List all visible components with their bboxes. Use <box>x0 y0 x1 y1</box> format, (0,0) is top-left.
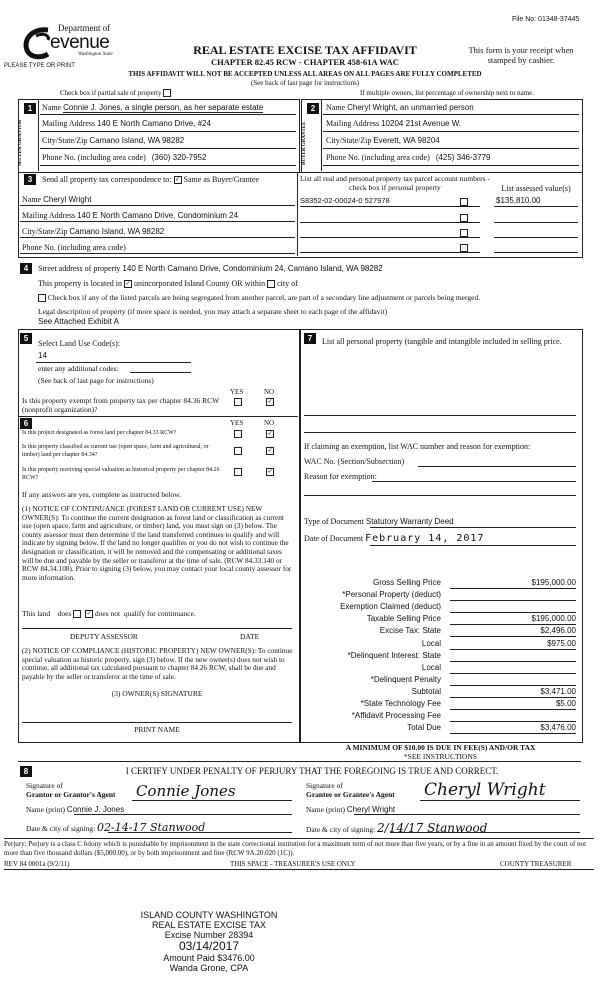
reason-label: Reason for exemption: <box>304 472 377 481</box>
chapter: CHAPTER 82.45 RCW - CHAPTER 458-61A WAC <box>211 57 399 67</box>
grantee-name-row: Name (print) Cheryl Wright <box>306 805 396 814</box>
located-row: This property is located in ✓ unincorporated Island County OR within city of <box>38 279 298 288</box>
grantor-signature-label: Signature of Grantor or Grantor's Agent <box>26 781 116 799</box>
buyer-side-label: BUYER GRANTEE <box>302 121 307 165</box>
fee-label: Local <box>421 638 441 648</box>
fee-value[interactable] <box>450 590 576 601</box>
sec6-no: NO <box>264 419 275 427</box>
certify-statement: I CERTIFY UNDER PENALTY OF PERJURY THAT THE FOREGOING IS TRUE AND CORRECT. <box>125 766 499 776</box>
section-1-number: 1 <box>24 103 36 114</box>
legal-description[interactable]: See Attached Exhibit A <box>38 317 119 326</box>
logo-revenue: evenue <box>50 32 110 53</box>
sec3-address-row: Mailing Address 140 E North Camano Drive, Condominium 24 <box>22 211 239 220</box>
grantor-date-row: Date & city of signing: 02-14-17 Stanwood <box>26 821 206 834</box>
exemption-claim-label: If claiming an exemption, list WAC number and reason for exemption: <box>304 442 531 451</box>
section-3-number: 3 <box>24 174 36 185</box>
wac-label: WAC No. (Section/Subsection) <box>304 457 405 466</box>
fee-label: Taxable Selling Price <box>366 614 441 624</box>
grantor-name[interactable]: Connie J. Jones <box>66 805 125 814</box>
logo-state: Washington State <box>78 52 113 57</box>
fee-label: *Personal Property (deduct) <box>342 590 441 600</box>
grantee-name[interactable]: Cheryl Wright <box>346 805 396 814</box>
segregated-row: Check box if any of the listed parcels are being segregated from another parcel, are part of a secondary line adjustment or parcels being merged. <box>38 293 588 302</box>
deputy-assessor-label: DEPUTY ASSESSOR <box>70 632 138 641</box>
seller-address-row: Mailing Address 140 E North Camano Drive, #24 <box>42 119 211 128</box>
historical-question: Is this property receiving special valuation as historical property per chapter 84.26 RCW? <box>22 467 220 481</box>
grantor-name-row: Name (print) Connie J. Jones <box>26 805 125 814</box>
fee-value[interactable]: $5.00 <box>450 699 576 710</box>
sec3-city[interactable]: Camano Island, WA 98282 <box>69 227 165 236</box>
fee-label: Local <box>421 662 441 672</box>
fee-value[interactable]: $3,476.00 <box>450 723 576 734</box>
exempt-yes-checkbox[interactable] <box>234 398 242 406</box>
section-7-number: 7 <box>304 333 316 344</box>
personal-property-checkbox-1[interactable] <box>460 198 468 206</box>
assessed-value[interactable]: $135,810.00 <box>496 196 541 205</box>
minimum-fee-note: A MINIMUM OF $10.00 IS DUE IN FEE(S) AND/OR TAX <box>345 743 536 752</box>
fee-label: *Delinquent Penalty <box>370 674 441 684</box>
grantee-signature[interactable]: Cheryl Wright <box>424 780 546 800</box>
personal-property-checkbox-4[interactable] <box>460 244 468 252</box>
grantee-signature-label: Signature of Grantee or Grantee's Agent <box>306 781 395 799</box>
date-label: DATE <box>240 632 260 641</box>
section-5-number: 5 <box>20 333 32 344</box>
fee-row <box>300 699 581 711</box>
stamp-signer: Wanda Grone, CPA <box>169 963 249 973</box>
treasurer-use-note: THIS SPACE - TREASURER'S USE ONLY <box>230 860 356 868</box>
section-6-number: 6 <box>20 418 32 429</box>
dor-logo <box>22 20 132 62</box>
page-title: REAL ESTATE EXCISE TAX AFFIDAVIT <box>193 43 417 57</box>
fee-value[interactable]: $3,471.00 <box>450 687 576 698</box>
unincorporated-checkbox[interactable]: ✓ <box>125 281 131 288</box>
fee-row <box>300 663 581 675</box>
revenue-swoosh-icon <box>22 26 52 60</box>
segregated-checkbox[interactable] <box>38 294 46 302</box>
land-use-code[interactable]: 14 <box>38 351 47 360</box>
fee-label: *Delinquent Interest: State <box>347 650 441 660</box>
fee-row <box>300 602 581 614</box>
street-address[interactable]: 140 E North Camano Drive, Condominium 24, Camano Island, WA 98282 <box>122 264 383 273</box>
partial-sale-label: Check box if partial sale of property <box>60 89 171 97</box>
forest-no-checkbox[interactable]: ✓ <box>267 431 273 437</box>
fee-value[interactable]: $2,496.00 <box>450 626 576 637</box>
sec5-see-back: (See back of last page for instructions) <box>38 376 154 385</box>
doc-type-row: Type of Document Statutory Warranty Deed <box>304 517 454 526</box>
buyer-address-row: Mailing Address 10204 21st Avenue W. <box>326 119 462 128</box>
fee-value[interactable] <box>450 663 576 674</box>
fee-row <box>300 711 581 723</box>
section-4-number: 4 <box>20 263 32 274</box>
stamp-date: 03/14/2017 <box>178 939 240 953</box>
grantor-date[interactable]: 02-14-17 Stanwood <box>97 821 206 834</box>
additional-codes-label: enter any additional codes: <box>38 364 119 373</box>
fee-label: Excise Tax: State <box>379 626 441 636</box>
buyer-address[interactable]: 10204 21st Avenue W. <box>381 119 462 128</box>
sec3-name[interactable]: Cheryl Wright <box>43 195 92 204</box>
notice-of-compliance: (2) NOTICE OF COMPLIANCE (HISTORIC PROPERTY) NEW OWNER(S): To continue special valuation as historic property, sign (3) below. If the new owner(s) does not wish to continue, all additional tax calculated pursuant to chapter 84.26 RCW, shall be due and payable by the seller or transferor at the time of sale. <box>22 646 293 681</box>
fee-label: Total Due <box>407 723 441 733</box>
historical-yes-checkbox[interactable] <box>234 468 242 476</box>
buyer-city-row: City/State/Zip Everett, WA 98204 <box>326 136 440 145</box>
forest-yes-checkbox[interactable] <box>234 430 242 438</box>
logo-dept: Department of <box>58 23 111 33</box>
warning: THIS AFFIDAVIT WILL NOT BE ACCEPTED UNLESS ALL AREAS ON ALL PAGES ARE FULLY COMPLETED <box>128 70 482 78</box>
seller-address[interactable]: 140 E North Camano Drive, #24 <box>97 119 211 128</box>
buyer-city[interactable]: Everett, WA 98204 <box>373 136 440 145</box>
see-back: (See back of last page for instructions) <box>250 79 360 87</box>
city-of-checkbox[interactable] <box>267 280 275 288</box>
sec6-yes: YES <box>230 419 244 427</box>
seller-name-row: Name Connie J. Jones, a single person, as her separate estate <box>42 103 264 112</box>
seller-phone[interactable]: (360) 320-7952 <box>151 153 207 162</box>
assessed-label: List assessed value(s) <box>501 184 571 193</box>
seller-phone-row: Phone No. (including area code) (360) 320-7952 <box>42 153 207 162</box>
street-address-row: Street address of property 140 E North Camano Drive, Condominium 24, Camano Island, WA 98282 <box>38 264 383 273</box>
fee-row <box>300 626 581 638</box>
exempt-no-checkbox[interactable]: ✓ <box>267 399 273 405</box>
fee-row <box>300 687 581 699</box>
form-revision: REV 84 0001a (9/2/11) <box>4 860 70 868</box>
forest-land-question: Is this project designated as forest land per chapter 84.33 RCW? <box>22 430 177 436</box>
current-use-yes-checkbox[interactable] <box>234 447 242 455</box>
section-2-number: 2 <box>307 103 319 114</box>
exempt-question: Is this property exempt from property tax per chapter 84.36 RCW (nonprofit organization)? <box>22 396 220 414</box>
parcel-number[interactable]: S8352-02-00024-0 527978 <box>300 196 390 205</box>
fee-value[interactable] <box>450 651 576 662</box>
multiple-owners-note: If multiple owners, list percentage of ownership next to name. <box>360 89 534 97</box>
stamp-amount: Amount Paid $3476.00 <box>163 953 255 963</box>
owner-signature-label: (3) OWNER(S) SIGNATURE <box>111 689 203 698</box>
fee-row <box>300 651 581 663</box>
continuance-row: This land does ✓ does not qualify for continuance. <box>22 609 196 618</box>
please-type: PLEASE TYPE OR PRINT <box>4 63 75 69</box>
section-8-number: 8 <box>20 766 32 777</box>
fee-value[interactable] <box>450 602 576 613</box>
fee-row <box>300 578 581 590</box>
fee-value[interactable] <box>450 675 576 686</box>
current-use-no-checkbox[interactable]: ✓ <box>267 448 273 454</box>
notice-of-continuance: (1) NOTICE OF CONTINUANCE (FOREST LAND OR CURRENT USE) NEW OWNER(S): To continue the current designation as forest land or classification as current use (open space, farm and agriculture, or timber) land, you must sign on (3) below. The county assessor must then determine if the land transferred continues to qualify and will indicate by signing below. If the land no longer qualifies or you do not wish to continue the designation or classification, it will be removed and the compensating or additional taxes will be due and payable by the seller or transferor at the time of sale. (RCW 84.33.140 or RCW 84.34.108). Prior to signing (3) below, you may contact your local county assessor for more information. <box>22 504 292 582</box>
fee-value[interactable]: $195,000.00 <box>450 578 576 589</box>
receipt-note: This form is your receipt when stamped by cashier. <box>468 45 574 65</box>
grantee-date[interactable]: 2/14/17 Stanwood <box>377 821 488 835</box>
grantee-date-row: Date & city of signing: 2/14/17 Stanwood <box>306 821 488 835</box>
parcel-list-label: List all real and personal property tax parcel account numbers - check box if personal property <box>300 174 490 192</box>
land-use-label: Select Land Use Code(s): <box>38 339 120 348</box>
buyer-phone[interactable]: (425) 346-3779 <box>435 153 491 162</box>
grantor-signature[interactable]: Connie Jones <box>136 782 236 800</box>
seller-city[interactable]: Camano Island, WA 98282 <box>89 136 185 145</box>
personal-property-checkbox-3[interactable] <box>460 229 468 237</box>
fee-label: Subtotal <box>411 686 441 696</box>
does-not-checkbox[interactable]: ✓ <box>86 611 92 618</box>
buyer-name-row: Name Cheryl Wright, an unmarried person <box>326 103 474 112</box>
fee-label: Exemption Claimed (deduct) <box>340 602 441 612</box>
personal-property-label: List all personal property (tangible and intangible included in selling price. <box>322 337 562 346</box>
fee-label: Gross Selling Price <box>372 578 441 587</box>
if-yes-note: If any answers are yes, complete as instructed below. <box>22 490 182 499</box>
fee-row <box>300 614 581 626</box>
legal-description-label: Legal description of property (if more space is needed, you may attach a separate sheet to each page of the affidavit) <box>38 307 388 316</box>
current-use-question: Is this property classified as current use (open space, farm and agricultural, or timber) land per chapter 84.34? <box>22 444 209 458</box>
buyer-phone-row: Phone No. (including area code) (425) 346-3779 <box>326 153 491 162</box>
county-treasurer-label: COUNTY TREASURER <box>500 860 572 868</box>
seller-city-row: City/State/Zip Camano Island, WA 98282 <box>42 136 185 145</box>
historical-no-checkbox[interactable]: ✓ <box>267 469 273 475</box>
stamp-county: ISLAND COUNTY WASHINGTON <box>140 910 278 920</box>
seller-side-label: SELLER GRANTOR <box>18 119 23 167</box>
doc-type[interactable]: Statutory Warranty Deed <box>365 517 454 526</box>
perjury-note: Perjury: Perjury is a class C felony which is punishable by imprisonment in the state correctional institution for a maximum term of not more than five years, or by a fine in an amount fixed by the court of not more than five thousand dollars ($5,000.00), or by both imprisonment and fine (RCW 9A.20.020 (1C)). <box>4 840 587 857</box>
same-as-buyer-checkbox[interactable]: ✓ <box>175 177 181 184</box>
stamp-excise-number: Excise Number 28394 <box>164 930 254 940</box>
fee-row <box>300 675 581 687</box>
sec3-city-row: City/State/Zip Camano Island, WA 98282 <box>22 227 165 236</box>
partial-sale-checkbox[interactable] <box>163 89 171 97</box>
file-number: File No: 01348-37445 <box>512 16 580 23</box>
sec5-no: NO <box>264 388 275 396</box>
fee-value[interactable]: $975.00 <box>450 639 576 650</box>
fee-label: *State Technology Fee <box>360 699 441 708</box>
print-name-label: PRINT NAME <box>134 725 180 734</box>
fee-row <box>300 590 581 602</box>
sec3-phone-row: Phone No. (including area code) <box>22 243 126 252</box>
send-correspondence: Send all property tax correspondence to: ✓ Same as Buyer/Grantee <box>42 175 260 184</box>
personal-property-checkbox-2[interactable] <box>460 214 468 222</box>
fee-label: *Affidavit Processing Fee <box>351 711 441 721</box>
doc-date[interactable]: February 14, 2017 <box>365 533 485 544</box>
sec5-yes: YES <box>230 388 244 396</box>
see-instructions: *SEE INSTRUCTIONS <box>403 752 478 761</box>
fee-row <box>300 723 581 735</box>
seller-name[interactable]: Connie J. Jones, a single person, as her separate estate <box>63 103 264 112</box>
fee-value[interactable] <box>450 711 576 722</box>
sec3-address[interactable]: 140 E North Camano Drive, Condominium 24 <box>77 211 239 220</box>
treasurer-stamp <box>134 910 284 973</box>
buyer-name[interactable]: Cheryl Wright, an unmarried person <box>347 103 474 112</box>
does-checkbox[interactable] <box>73 610 81 618</box>
doc-date-row: Date of Document February 14, 2017 <box>304 533 485 544</box>
fee-row <box>300 639 581 651</box>
fee-value[interactable]: $195,000.00 <box>450 614 576 625</box>
sec3-name-row: Name Cheryl Wright <box>22 195 92 204</box>
stamp-tax: REAL ESTATE EXCISE TAX <box>151 920 267 930</box>
